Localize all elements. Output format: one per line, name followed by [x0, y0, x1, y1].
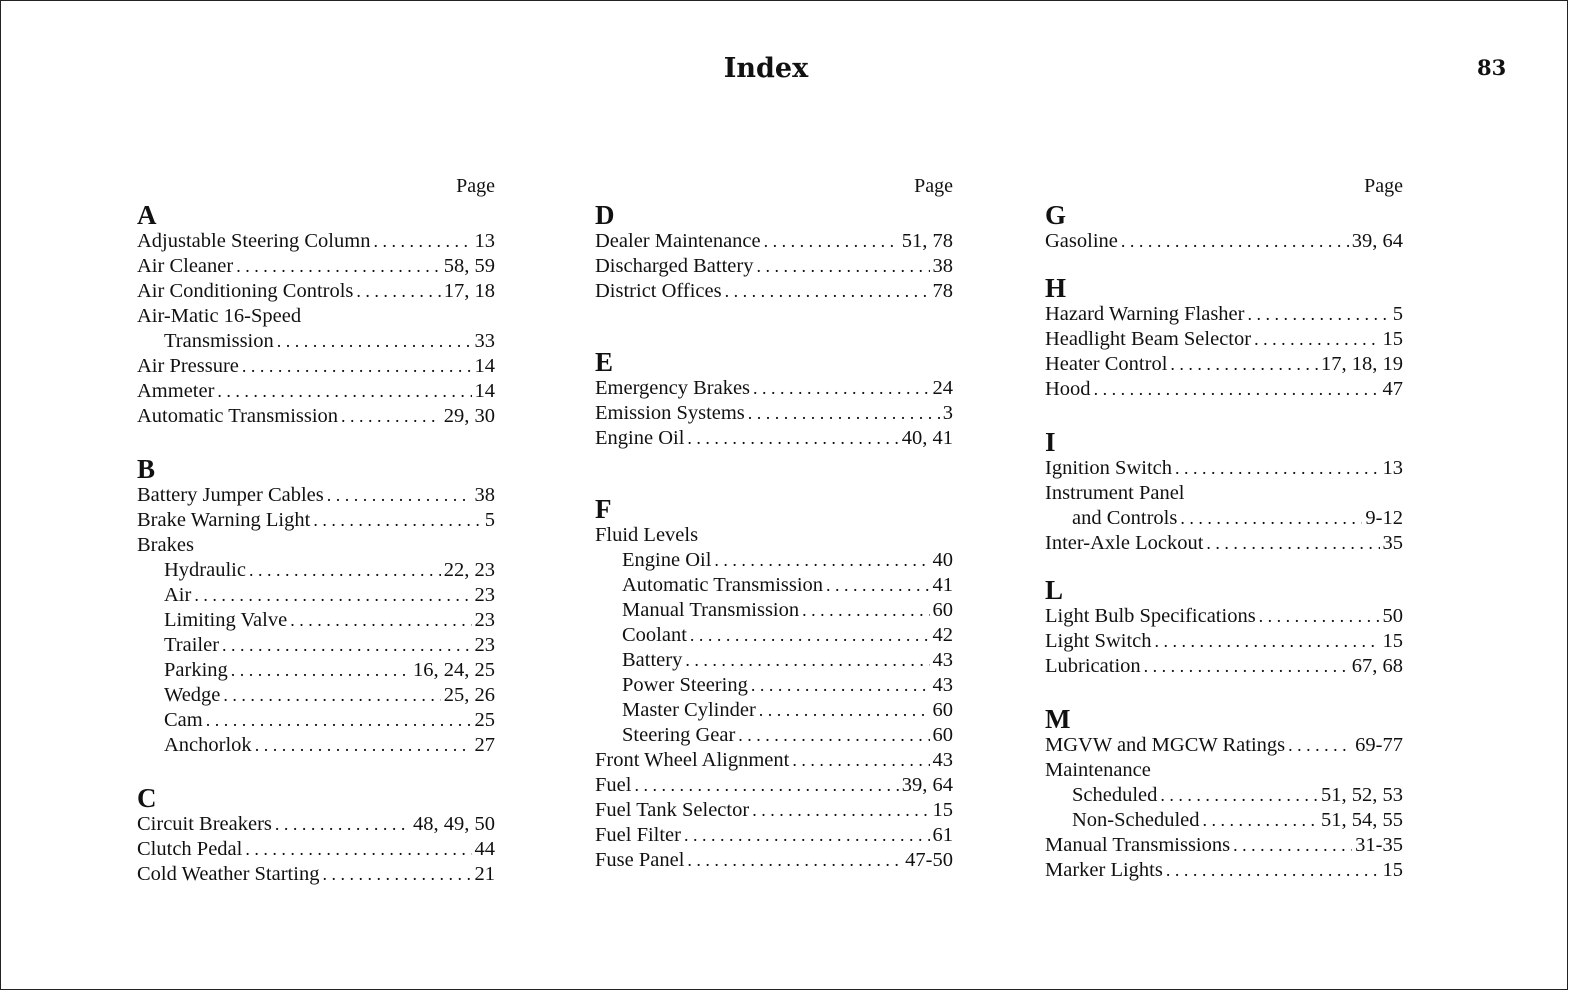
entry-pages: 22, 23: [443, 559, 495, 581]
entry-pages: 15: [1382, 328, 1403, 350]
dot-leader: [1206, 531, 1379, 556]
index-entry: [1045, 481, 1403, 506]
dot-leader: [764, 229, 899, 254]
index-entry: [595, 773, 953, 798]
entry-label: Gasoline: [1045, 230, 1118, 252]
index-entry: [1045, 352, 1403, 377]
section-spacer: [1045, 679, 1403, 705]
dot-leader: [1121, 229, 1349, 254]
entry-pages: 15: [1382, 630, 1403, 652]
dot-leader: [826, 573, 929, 598]
entry-pages: 5: [1392, 303, 1403, 325]
entry-pages: 38: [932, 255, 953, 277]
entry-pages: 51, 78: [901, 230, 953, 252]
entry-pages: 60: [932, 724, 953, 746]
entry-label: Emergency Brakes: [595, 377, 751, 399]
entry-pages: 51, 54, 55: [1321, 809, 1403, 831]
dot-leader: [1160, 783, 1318, 808]
entry-pages: 47-50: [905, 849, 953, 871]
entry-label: Brake Warning Light: [137, 509, 311, 531]
dot-leader: [194, 583, 471, 608]
section-letter: L: [1045, 575, 1064, 605]
index-column-1: [137, 171, 495, 887]
entry-label: Marker Lights: [1045, 859, 1163, 881]
entry-label: Manual Transmissions: [1045, 834, 1231, 856]
index-entry: [137, 558, 495, 583]
entry-label: Air Pressure: [137, 355, 239, 377]
dot-leader: [1144, 654, 1349, 679]
index-entry: [1045, 302, 1403, 327]
section-spacer: [137, 429, 495, 455]
dot-leader: [802, 598, 929, 623]
entry-label: Emission Systems: [595, 402, 745, 424]
entry-label: Ammeter: [137, 380, 215, 402]
dot-leader: [748, 401, 940, 426]
entry-label: Discharged Battery: [595, 255, 754, 277]
entry-label: Heater Control: [1045, 353, 1168, 375]
entry-label: Inter-Axle Lockout: [1045, 532, 1204, 554]
dot-leader: [1233, 833, 1352, 858]
index-entry: [595, 698, 953, 723]
dot-leader: [322, 862, 471, 887]
dot-leader: [687, 848, 902, 873]
entry-label: Light Bulb Specifications: [1045, 605, 1256, 627]
entry-label: Fluid Levels: [595, 524, 699, 546]
index-entry: [595, 401, 953, 426]
entry-label: Fuel Filter: [595, 824, 681, 846]
index-entry: [595, 748, 953, 773]
section-letter: G: [1045, 200, 1067, 230]
dot-leader: [236, 254, 441, 279]
index-entry: [595, 523, 953, 548]
index-entry: [595, 723, 953, 748]
index-entry: [137, 533, 495, 558]
dot-leader: [1180, 506, 1362, 531]
index-entry: [137, 329, 495, 354]
entry-pages: 15: [1382, 859, 1403, 881]
dot-leader: [1288, 733, 1352, 758]
dot-leader: [687, 426, 898, 451]
dot-leader: [725, 279, 930, 304]
index-entry: [137, 379, 495, 404]
entry-pages: 38: [474, 484, 495, 506]
entry-pages: 23: [474, 634, 495, 656]
entry-label: Front Wheel Alignment: [595, 749, 790, 771]
index-entry: [137, 608, 495, 633]
entry-pages: 17, 18, 19: [1321, 353, 1403, 375]
entry-pages: 42: [932, 624, 953, 646]
entry-pages: 47: [1382, 378, 1403, 400]
entry-pages: 78: [932, 280, 953, 302]
entry-pages: 58, 59: [443, 255, 495, 277]
section-letter: A: [137, 200, 157, 230]
entry-pages: 5: [484, 509, 495, 531]
dot-leader: [685, 648, 929, 673]
index-entry: [595, 673, 953, 698]
index-entry: [137, 354, 495, 379]
dot-leader: [1254, 327, 1379, 352]
entry-pages: 60: [932, 599, 953, 621]
index-entry: [137, 483, 495, 508]
index-entry: [1045, 629, 1403, 654]
entry-label: Clutch Pedal: [137, 838, 243, 860]
entry-pages: 40, 41: [901, 427, 953, 449]
dot-leader: [1175, 456, 1380, 481]
entry-label: Steering Gear: [622, 724, 736, 746]
dot-leader: [738, 723, 929, 748]
index-entry: [595, 376, 953, 401]
dot-leader: [255, 733, 472, 758]
dot-leader: [1170, 352, 1318, 377]
index-entry: [1045, 858, 1403, 883]
entry-pages: 60: [932, 699, 953, 721]
dot-leader: [634, 773, 898, 798]
entry-pages: 61: [932, 824, 953, 846]
entry-pages: 51, 52, 53: [1321, 784, 1403, 806]
index-entry: [137, 404, 495, 429]
index-entry: [1045, 377, 1403, 402]
index-entry: [595, 548, 953, 573]
dot-leader: [275, 812, 410, 837]
dot-leader: [1166, 858, 1380, 883]
entry-pages: 13: [474, 230, 495, 252]
entry-label: Fuse Panel: [595, 849, 685, 871]
dot-leader: [753, 376, 929, 401]
entry-label: Cam: [164, 709, 203, 731]
index-entry: [595, 623, 953, 648]
dot-leader: [222, 633, 471, 658]
entry-pages: 23: [474, 584, 495, 606]
entry-label: Hazard Warning Flasher: [1045, 303, 1245, 325]
section-letter: C: [137, 783, 157, 813]
section-letter: H: [1045, 273, 1067, 303]
index-entry: [595, 229, 953, 254]
dot-leader: [690, 623, 930, 648]
index-entry: [137, 279, 495, 304]
section-letter: B: [137, 454, 156, 484]
dot-leader: [756, 254, 929, 279]
entry-pages: 17, 18: [443, 280, 495, 302]
section-spacer: [137, 758, 495, 784]
entry-label: Coolant: [622, 624, 687, 646]
index-entry: [595, 426, 953, 451]
index-entry: [1045, 229, 1403, 254]
entry-pages: 29, 30: [443, 405, 495, 427]
entry-label: Adjustable Steering Column: [137, 230, 371, 252]
dot-leader: [242, 354, 472, 379]
entry-label: Wedge: [164, 684, 221, 706]
entry-label: Automatic Transmission: [137, 405, 339, 427]
index-entry: [595, 648, 953, 673]
entry-pages: 21: [474, 863, 495, 885]
index-entry: [137, 862, 495, 887]
entry-pages: 16, 24, 25: [413, 659, 495, 681]
index-entry: [137, 583, 495, 608]
entry-pages: 25, 26: [443, 684, 495, 706]
entry-label: Lubrication: [1045, 655, 1141, 677]
entry-label: Cold Weather Starting: [137, 863, 320, 885]
entry-pages: 43: [932, 649, 953, 671]
index-entry: [137, 508, 495, 533]
entry-pages: 35: [1382, 532, 1403, 554]
entry-label: Battery Jumper Cables: [137, 484, 324, 506]
entry-pages: 48, 49, 50: [413, 813, 495, 835]
dot-leader: [277, 329, 472, 354]
entry-label: Light Switch: [1045, 630, 1152, 652]
section-spacer: [1045, 402, 1403, 428]
index-entry: [137, 304, 495, 329]
index-entry: [137, 708, 495, 733]
section-spacer: [595, 304, 953, 348]
entry-pages: 41: [932, 574, 953, 596]
dot-leader: [341, 404, 441, 429]
entry-pages: 15: [932, 799, 953, 821]
entry-label: Engine Oil: [622, 549, 712, 571]
index-entry: [1045, 758, 1403, 783]
entry-label: Brakes: [137, 534, 194, 556]
page-column-header: Page: [1364, 175, 1403, 197]
entry-pages: 3: [942, 402, 953, 424]
entry-pages: 43: [932, 674, 953, 696]
entry-pages: 43: [932, 749, 953, 771]
index-entry: [137, 658, 495, 683]
entry-label: Anchorlok: [164, 734, 252, 756]
index-entry: [1045, 506, 1403, 531]
entry-label: Headlight Beam Selector: [1045, 328, 1252, 350]
index-entry: [1045, 531, 1403, 556]
entry-label: Parking: [164, 659, 228, 681]
dot-leader: [751, 673, 930, 698]
index-entry: [137, 812, 495, 837]
index-entry: [137, 683, 495, 708]
index-entry: [137, 733, 495, 758]
dot-leader: [792, 748, 929, 773]
entry-pages: 24: [932, 377, 953, 399]
dot-leader: [373, 229, 471, 254]
dot-leader: [313, 508, 481, 533]
entry-label: MGVW and MGCW Ratings: [1045, 734, 1286, 756]
entry-label: Power Steering: [622, 674, 748, 696]
dot-leader: [206, 708, 472, 733]
section-letter: I: [1045, 427, 1056, 457]
dot-leader: [249, 558, 441, 583]
entry-label: Hood: [1045, 378, 1091, 400]
entry-label: Battery: [622, 649, 683, 671]
section-letter: E: [595, 347, 614, 377]
entry-pages: 14: [474, 355, 495, 377]
dot-leader: [684, 823, 930, 848]
entry-label: Fuel Tank Selector: [595, 799, 750, 821]
entry-pages: 39, 64: [901, 774, 953, 796]
entry-label: Circuit Breakers: [137, 813, 272, 835]
entry-label: Ignition Switch: [1045, 457, 1172, 479]
entry-label: Instrument Panel: [1045, 482, 1185, 504]
index-entry: [1045, 733, 1403, 758]
index-column-3: [1045, 171, 1403, 883]
dot-leader: [245, 837, 471, 862]
entry-label: Air: [164, 584, 192, 606]
entry-label: Hydraulic: [164, 559, 246, 581]
entry-label: Maintenance: [1045, 759, 1151, 781]
entry-label: Trailer: [164, 634, 220, 656]
entry-pages: 27: [474, 734, 495, 756]
index-entry: [1045, 456, 1403, 481]
index-entry: [1045, 808, 1403, 833]
dot-leader: [327, 483, 472, 508]
dot-leader: [356, 279, 440, 304]
entry-label: Scheduled: [1072, 784, 1158, 806]
section-spacer: [1045, 254, 1403, 274]
index-column-2: [595, 171, 953, 873]
entry-label: and Controls: [1072, 507, 1178, 529]
page-column-header: Page: [914, 175, 953, 197]
entry-label: Manual Transmission: [622, 599, 800, 621]
section-letter: F: [595, 494, 612, 524]
index-entry: [595, 798, 953, 823]
entry-label: Automatic Transmission: [622, 574, 824, 596]
dot-leader: [1094, 377, 1380, 402]
entry-pages: 14: [474, 380, 495, 402]
index-entry: [1045, 783, 1403, 808]
entry-label: Air Conditioning Controls: [137, 280, 354, 302]
entry-label: Air Cleaner: [137, 255, 234, 277]
entry-label: District Offices: [595, 280, 722, 302]
index-entry: [595, 598, 953, 623]
index-entry: [1045, 654, 1403, 679]
index-entry: [595, 254, 953, 279]
index-entry: [1045, 327, 1403, 352]
index-entry: [595, 823, 953, 848]
index-entry: [137, 229, 495, 254]
entry-pages: 39, 64: [1351, 230, 1403, 252]
entry-pages: 40: [932, 549, 953, 571]
page-title: Index: [723, 53, 809, 84]
entry-pages: 69-77: [1355, 734, 1403, 756]
dot-leader: [290, 608, 471, 633]
index-entry: [595, 848, 953, 873]
section-spacer: [1045, 556, 1403, 576]
entry-label: Transmission: [164, 330, 274, 352]
entry-pages: 44: [474, 838, 495, 860]
index-entry: [595, 573, 953, 598]
dot-leader: [231, 658, 410, 683]
dot-leader: [1248, 302, 1390, 327]
dot-leader: [223, 683, 440, 708]
index-entry: [1045, 604, 1403, 629]
index-entry: [137, 837, 495, 862]
dot-leader: [1154, 629, 1379, 654]
section-letter: M: [1045, 704, 1071, 734]
entry-label: Master Cylinder: [622, 699, 756, 721]
entry-pages: 67, 68: [1351, 655, 1403, 677]
index-entry: [137, 254, 495, 279]
section-spacer: [595, 451, 953, 495]
index-entry: [595, 279, 953, 304]
dot-leader: [714, 548, 929, 573]
page-column-header: Page: [456, 175, 495, 197]
entry-label: Non-Scheduled: [1072, 809, 1200, 831]
index-entry: [1045, 833, 1403, 858]
entry-pages: 33: [474, 330, 495, 352]
dot-leader: [759, 698, 930, 723]
page-number: 83: [1477, 55, 1507, 80]
section-letter: D: [595, 200, 615, 230]
entry-label: Dealer Maintenance: [595, 230, 761, 252]
entry-pages: 13: [1382, 457, 1403, 479]
dot-leader: [752, 798, 929, 823]
dot-leader: [1259, 604, 1380, 629]
entry-pages: 9-12: [1365, 507, 1403, 529]
entry-label: Limiting Valve: [164, 609, 288, 631]
entry-pages: 50: [1382, 605, 1403, 627]
index-entry: [137, 633, 495, 658]
dot-leader: [217, 379, 471, 404]
entry-label: Engine Oil: [595, 427, 685, 449]
entry-pages: 25: [474, 709, 495, 731]
entry-label: Fuel: [595, 774, 632, 796]
dot-leader: [1203, 808, 1318, 833]
entry-pages: 23: [474, 609, 495, 631]
entry-pages: 31-35: [1355, 834, 1403, 856]
entry-label: Air-Matic 16-Speed: [137, 305, 302, 327]
